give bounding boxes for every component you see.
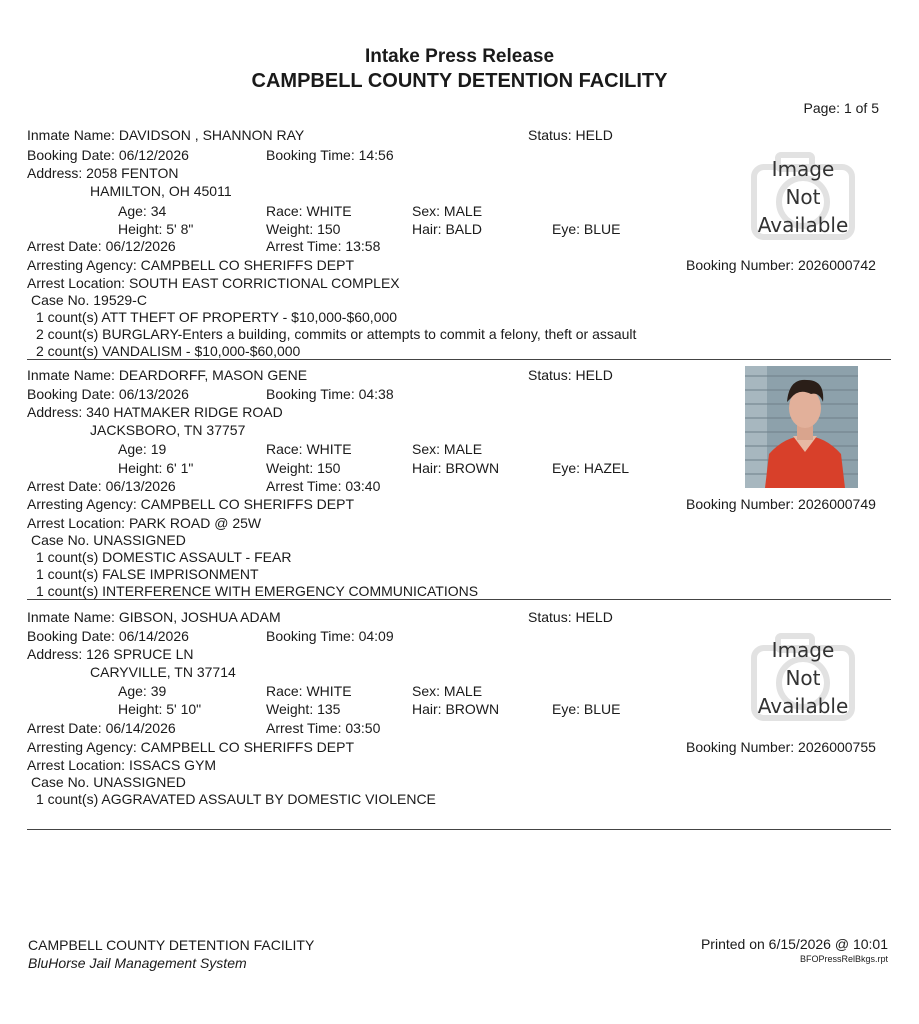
image-not-available [748, 147, 858, 247]
record-divider [27, 359, 891, 360]
race: Race: WHITE [266, 683, 352, 699]
eye: Eye: HAZEL [552, 460, 630, 476]
address-line2: JACKSBORO, TN 37757 [90, 422, 246, 438]
inmate-photo [745, 366, 858, 488]
age: Age: 39 [118, 683, 167, 699]
height: Height: 5' 10" [118, 701, 202, 717]
hair: Hair: BALD [412, 221, 483, 237]
hair: Hair: BROWN [412, 701, 500, 717]
case-number: Case No. 19529-C [31, 292, 147, 308]
address-line1: Address: 2058 FENTON [27, 165, 179, 181]
eye: Eye: BLUE [552, 701, 621, 717]
race: Race: WHITE [266, 441, 352, 457]
arresting-agency: Arresting Agency: CAMPBELL CO SHERIFFS DEPT [27, 257, 355, 273]
arrest-date: Arrest Date: 06/14/2026 [27, 720, 176, 736]
weight: Weight: 150 [266, 460, 341, 476]
image-text-line: Not [785, 185, 821, 209]
arresting-agency: Arresting Agency: CAMPBELL CO SHERIFFS DEPT [27, 496, 355, 512]
height: Height: 5' 8" [118, 221, 194, 237]
arrest-location: Arrest Location: PARK ROAD @ 25W [27, 515, 262, 531]
arrest-date: Arrest Date: 06/13/2026 [27, 478, 176, 494]
booking-date: Booking Date: 06/12/2026 [27, 147, 189, 163]
charge: 2 count(s) VANDALISM - $10,000-$60,000 [36, 343, 301, 359]
status: Status: HELD [528, 367, 613, 383]
report-title: Intake Press Release [364, 46, 555, 67]
image-text-line: Image [771, 157, 835, 181]
arrest-time: Arrest Time: 13:58 [266, 238, 381, 254]
hair: Hair: BROWN [412, 460, 500, 476]
booking-time: Booking Time: 04:38 [266, 386, 394, 402]
arrest-date: Arrest Date: 06/12/2026 [27, 238, 176, 254]
case-number: Case No. UNASSIGNED [31, 532, 186, 548]
sex: Sex: MALE [412, 203, 483, 219]
record-divider [27, 599, 891, 600]
record-divider [27, 829, 891, 830]
booking-number: Booking Number: 2026000749 [686, 496, 876, 512]
eye: Eye: BLUE [552, 221, 621, 237]
sex: Sex: MALE [412, 683, 483, 699]
race: Race: WHITE [266, 203, 352, 219]
address-line1: Address: 340 HATMAKER RIDGE ROAD [27, 404, 283, 420]
charge: 1 count(s) INTERFERENCE WITH EMERGENCY COMMUNICATIONS [36, 583, 479, 599]
inmate-name: Inmate Name: GIBSON, JOSHUA ADAM [27, 609, 281, 625]
address-line2: HAMILTON, OH 45011 [90, 183, 232, 199]
image-text-line: Image [771, 638, 835, 662]
status: Status: HELD [528, 609, 613, 625]
address-line2: CARYVILLE, TN 37714 [90, 664, 236, 680]
charge: 1 count(s) DOMESTIC ASSAULT - FEAR [36, 549, 292, 565]
footer-system: BluHorse Jail Management System [28, 955, 247, 971]
address-line1: Address: 126 SPRUCE LN [27, 646, 194, 662]
age: Age: 19 [118, 441, 167, 457]
footer-facility: CAMPBELL COUNTY DETENTION FACILITY [28, 937, 315, 953]
weight: Weight: 135 [266, 701, 341, 717]
age: Age: 34 [118, 203, 167, 219]
charge: 2 count(s) BURGLARY-Enters a building, commits or attempts to commit a felony, theft or assault [36, 326, 637, 342]
inmate-name: Inmate Name: DEARDORFF, MASON GENE [27, 367, 308, 383]
booking-number: Booking Number: 2026000755 [686, 739, 876, 755]
mugshot-image [745, 366, 858, 488]
booking-date: Booking Date: 06/13/2026 [27, 386, 189, 402]
arrest-location: Arrest Location: SOUTH EAST CORRICTIONAL COMPLEX [27, 275, 400, 291]
height: Height: 6' 1" [118, 460, 194, 476]
booking-time: Booking Time: 04:09 [266, 628, 394, 644]
charge: 1 count(s) AGGRAVATED ASSAULT BY DOMESTIC VIOLENCE [36, 791, 436, 807]
image-text-line: Available [757, 694, 849, 718]
charge: 1 count(s) FALSE IMPRISONMENT [36, 566, 259, 582]
page-indicator: Page: 1 of 5 [803, 100, 879, 116]
image-not-available [748, 628, 858, 728]
inmate-name: Inmate Name: DAVIDSON , SHANNON RAY [27, 127, 305, 143]
charge: 1 count(s) ATT THEFT OF PROPERTY - $10,000-$60,000 [36, 309, 398, 325]
arrest-time: Arrest Time: 03:40 [266, 478, 381, 494]
arrest-location: Arrest Location: ISSACS GYM [27, 757, 217, 773]
arresting-agency: Arresting Agency: CAMPBELL CO SHERIFFS DEPT [27, 739, 355, 755]
booking-time: Booking Time: 14:56 [266, 147, 394, 163]
facility-title: CAMPBELL COUNTY DETENTION FACILITY [251, 70, 668, 92]
arrest-time: Arrest Time: 03:50 [266, 720, 381, 736]
image-text-line: Available [757, 213, 849, 237]
booking-date: Booking Date: 06/14/2026 [27, 628, 189, 644]
weight: Weight: 150 [266, 221, 341, 237]
report-filename: BFOPressRelBkgs.rpt [799, 954, 888, 964]
image-text-line: Not [785, 666, 821, 690]
sex: Sex: MALE [412, 441, 483, 457]
status: Status: HELD [528, 127, 613, 143]
booking-number: Booking Number: 2026000742 [686, 257, 876, 273]
case-number: Case No. UNASSIGNED [31, 774, 186, 790]
printed-timestamp: Printed on 6/15/2026 @ 10:01 [700, 936, 888, 952]
